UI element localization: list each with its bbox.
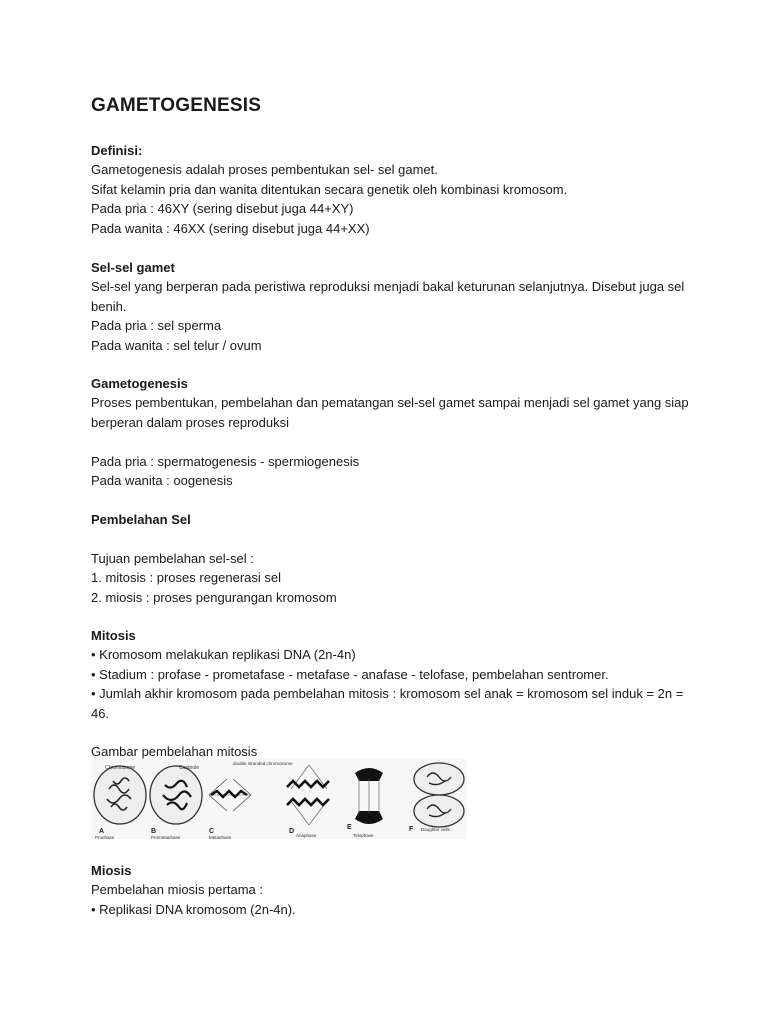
label-telophase: Telophase xyxy=(353,833,374,838)
paragraph: Proses pembentukan, pembelahan dan pematangan sel-sel gamet sampai menjadi sel gamet yang siap berperan dalam proses reproduksi xyxy=(91,395,689,430)
section-heading: Miosis xyxy=(91,863,132,878)
label-centriole: Centriole xyxy=(179,765,200,771)
text-line: Pada pria : spermatogenesis - spermiogenesis xyxy=(91,453,360,469)
label-metaphase: Metaphase xyxy=(209,835,232,839)
section-heading: Sel-sel gamet xyxy=(91,260,175,275)
section-heading: Pembelahan Sel xyxy=(91,512,191,527)
text-line: Gametogenesis adalah proses pembentukan sel- sel gamet. xyxy=(91,162,438,178)
text-line: Pada wanita : 46XX (sering disebut juga 44+XX) xyxy=(91,220,370,236)
text-line: 2. miosis : proses pengurangan kromosom xyxy=(91,589,337,605)
text-line: • Kromosom melakukan replikasi DNA (2n-4n) xyxy=(91,647,356,663)
text-line: Pada pria : 46XY (sering disebut juga 44+XY) xyxy=(91,201,354,217)
section-definisi xyxy=(91,141,691,238)
section-gametogenesis xyxy=(91,374,691,490)
text-line: Tujuan pembelahan sel-sel : xyxy=(91,550,254,566)
label-a: A xyxy=(99,828,105,835)
label-d: D xyxy=(289,828,295,835)
label-chromosome: Chromosome xyxy=(105,765,136,771)
text-line: Pada wanita : sel telur / ovum xyxy=(91,337,262,353)
text-line: • Replikasi DNA kromosom (2n-4n). xyxy=(91,901,296,917)
text-line: Pembelahan miosis pertama : xyxy=(91,882,263,898)
label-prometaphase: Prometaphase xyxy=(151,835,181,839)
mitosis-figure xyxy=(91,759,467,839)
label-b: B xyxy=(151,828,157,835)
figure-caption: Gambar pembelahan mitosis xyxy=(91,744,258,760)
section-heading: Mitosis xyxy=(91,628,136,643)
label-c: C xyxy=(209,828,215,835)
paragraph: • Jumlah akhir kromosom pada pembelahan mitosis : kromosom sel anak = kromosom sel induk = 2n = 46. xyxy=(91,686,684,721)
label-f: F xyxy=(409,826,414,833)
mitosis-diagram xyxy=(91,759,467,839)
label-anaphase: Anaphase xyxy=(296,833,317,838)
document-title: GAMETOGENESIS xyxy=(91,95,262,116)
section-heading: Gametogenesis xyxy=(91,376,188,391)
section-heading: Definisi: xyxy=(91,143,143,158)
label-daughter-cells: Daughter cells xyxy=(421,827,450,832)
section-sel-gamet xyxy=(91,258,691,355)
paragraph: Sel-sel yang berperan pada peristiwa reproduksi menjadi bakal keturunan selanjutnya. Disebut juga sel benih. xyxy=(91,279,685,314)
text-line: Pada pria : sel sperma xyxy=(91,318,222,334)
text-line: Sifat kelamin pria dan wanita ditentukan secara genetik oleh kombinasi kromosom. xyxy=(91,181,568,197)
text-line: Pada wanita : oogenesis xyxy=(91,472,233,488)
section-miosis xyxy=(91,861,691,919)
label-double-stranded: double stranded chromosome xyxy=(233,761,293,766)
section-mitosis xyxy=(91,626,691,762)
label-prophase: Prophase xyxy=(95,835,115,839)
section-pembelahan-sel xyxy=(91,510,691,607)
text-line: • Stadium : profase - prometafase - metafase - anafase - telofase, pembelahan sentromer. xyxy=(91,666,609,682)
text-line: 1. mitosis : proses regenerasi sel xyxy=(91,570,282,586)
label-e: E xyxy=(347,824,352,831)
